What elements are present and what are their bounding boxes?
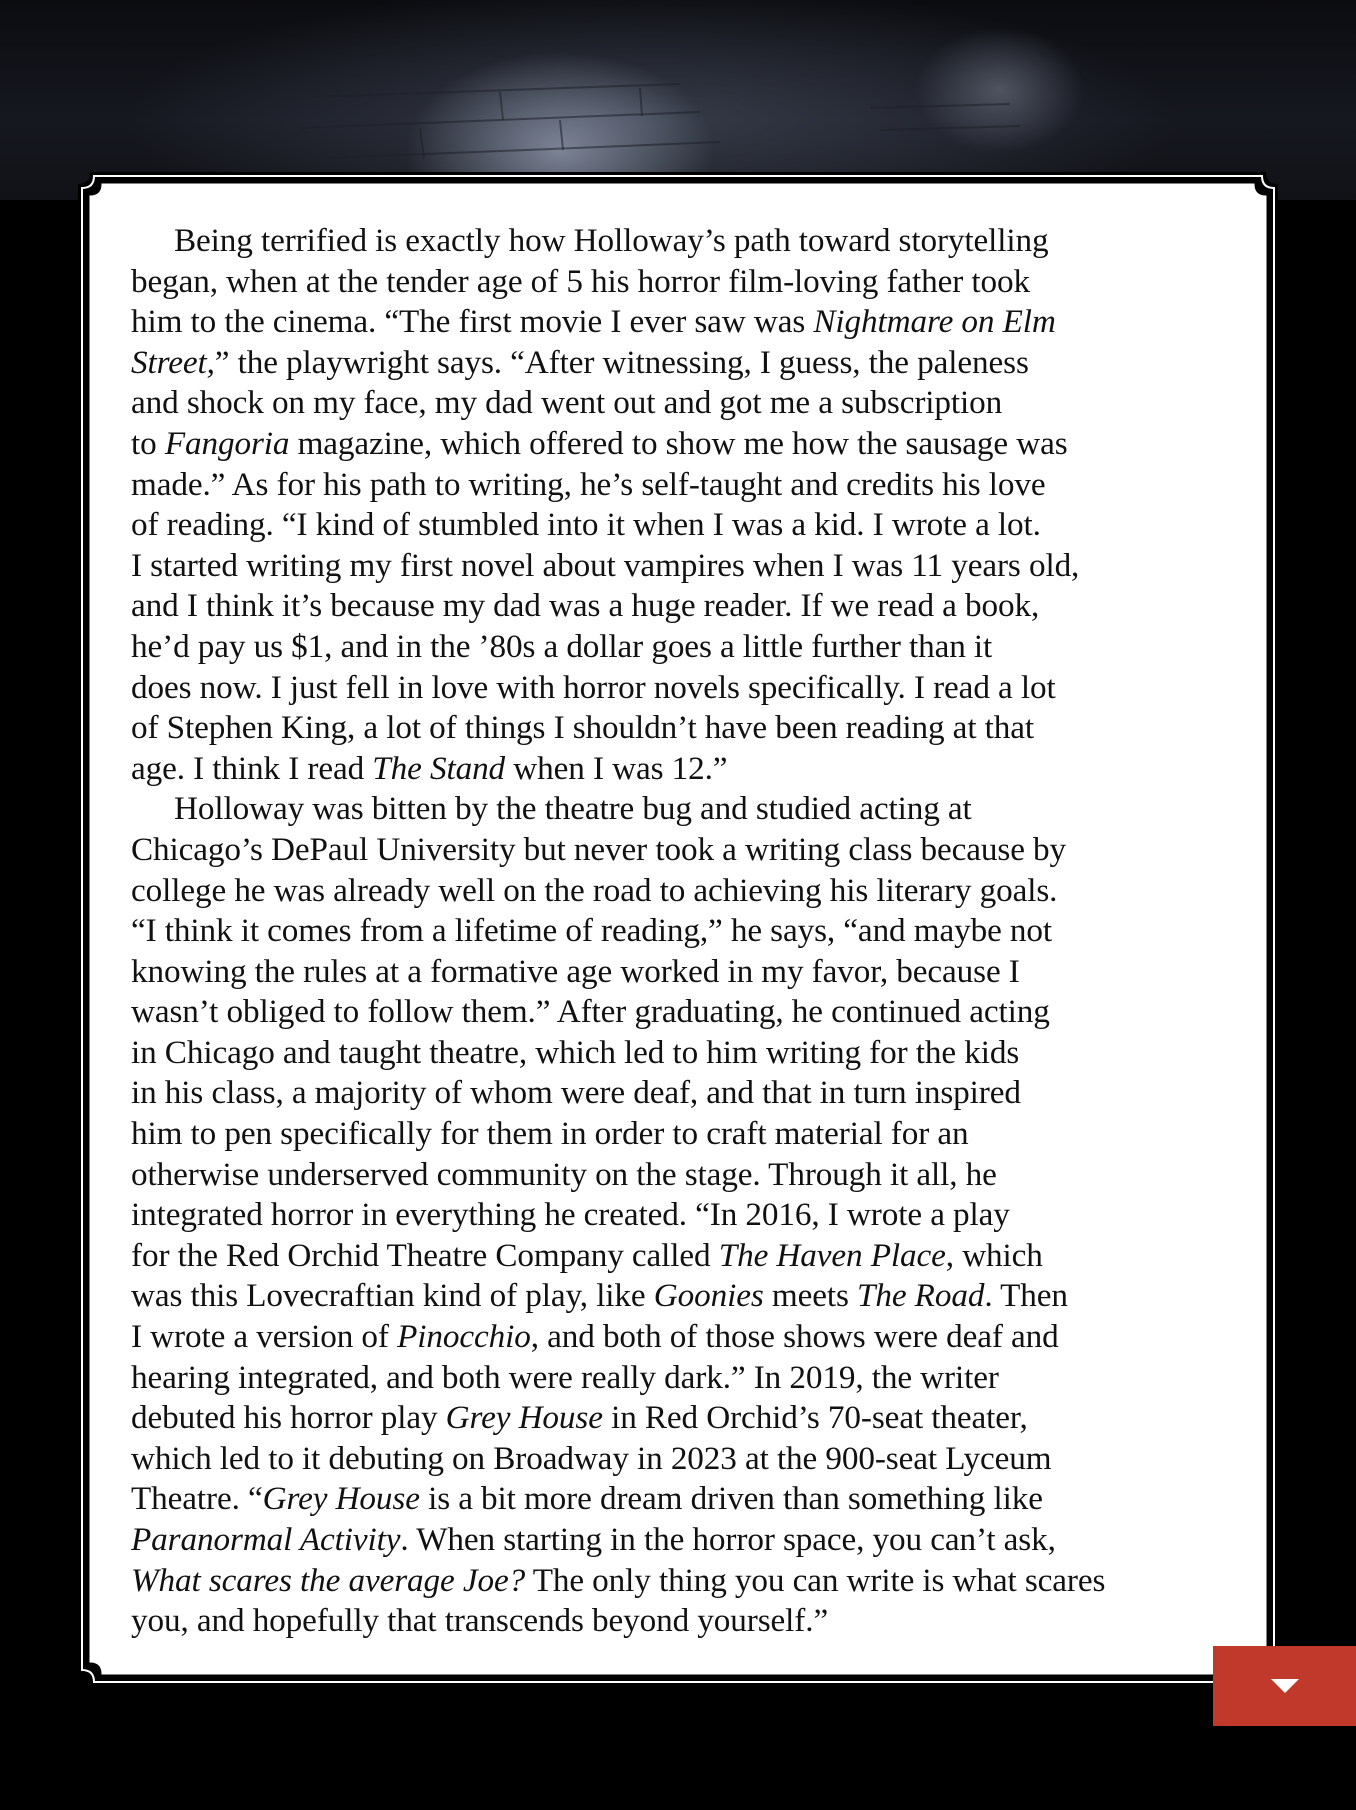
paragraph-2	[131, 789, 1241, 1641]
text-run: Holloway was bitten by the theatre bug and studied acting at Chicago’s DePaul University but never took a writing class because by college he was already well on the road to achieving his literary goals. “I think it comes from a lifetime of reading,” he says, “and maybe not knowing the rules at a formative age worked in my favor, because I wasn’t obliged to follow them.” After graduating, he continued acting in Chicago and taught theatre, which led to him writing for the kids in his class, a majority of whom were deaf, and that in turn inspired him to pen specifically for them in order to craft material for an otherwise underserved community on the stage. Through it all, he integrated horror in everything he created. “In 2016, I wrote a play for the Red Orchid Theatre Company called	[131, 790, 1067, 1274]
italic-run: Pinocchio	[397, 1318, 531, 1356]
text-run: in Red Orchid’s 70-seat theater, which led to it debuting on Broadway in 2023 at the 900-seat Lyceum Theatre. “	[131, 1399, 1052, 1518]
italic-run: Fangoria	[164, 424, 290, 462]
text-run: . Then I wrote a version of	[131, 1277, 1068, 1356]
text-run: Being terrified is exactly how Holloway’s path toward storytelling began, when at the tender age of 5 his horror film-loving father took him to the cinema. “The first movie I ever saw was	[131, 222, 1049, 341]
text-run: , and both of those shows were deaf and hearing integrated, and both were really dark.” In 2019, the writer debuted his horror play	[131, 1318, 1059, 1437]
italic-run: The Stand	[372, 749, 506, 787]
text-run: . When starting in the horror space, you can’t ask,	[400, 1521, 1056, 1558]
header-photo	[0, 0, 1356, 200]
italic-run: What scares the average Joe?	[131, 1561, 526, 1599]
text-run: magazine, which offered to show me how the sausage was made.” As for his path to writing, he’s self-taught and credits his love of reading. “I kind of stumbled into it when I was a kid. I wrote a lot. I started writing my first novel about vampires when I was 11 years old, and I think it’s because my dad was a huge reader. If we read a book, he’d pay us $1, and in the ’80s a dollar goes a little further than it does now. I just fell in love with horror novels specifically. I read a lot of Stephen King, a lot of things I shouldn’t have been reading at that age. I think I read	[131, 424, 1080, 787]
next-page-button[interactable]	[1213, 1646, 1356, 1726]
text-run: is a bit more dream driven than something like	[428, 1480, 1043, 1518]
text-run: when I was 12.”	[505, 749, 728, 787]
article-body	[131, 221, 1241, 1642]
brick-wall-texture	[0, 0, 1356, 200]
text-run: meets	[763, 1277, 857, 1315]
italic-run: Grey House	[445, 1399, 603, 1437]
italic-run: The Haven Place	[718, 1236, 946, 1274]
italic-run: Nightmare on Elm Street,	[131, 303, 1056, 381]
text-run: , which was this Lovecraftian kind of play, like	[131, 1236, 1043, 1315]
text-run: The only thing you can write is what scares you, and hopefully that transcends beyond yourself.”	[131, 1561, 1106, 1640]
italic-run: The Road	[857, 1277, 985, 1315]
italic-run: Paranormal Activity	[131, 1521, 401, 1558]
italic-run: Goonies	[653, 1277, 764, 1315]
triangle-down-icon	[1269, 1677, 1301, 1695]
text-run: ” the playwright says. “After witnessing, I guess, the paleness and shock on my face, my dad went out and got me a subscription to	[131, 343, 1029, 462]
paragraph-1	[131, 221, 1241, 789]
italic-run: Grey House	[262, 1480, 420, 1518]
